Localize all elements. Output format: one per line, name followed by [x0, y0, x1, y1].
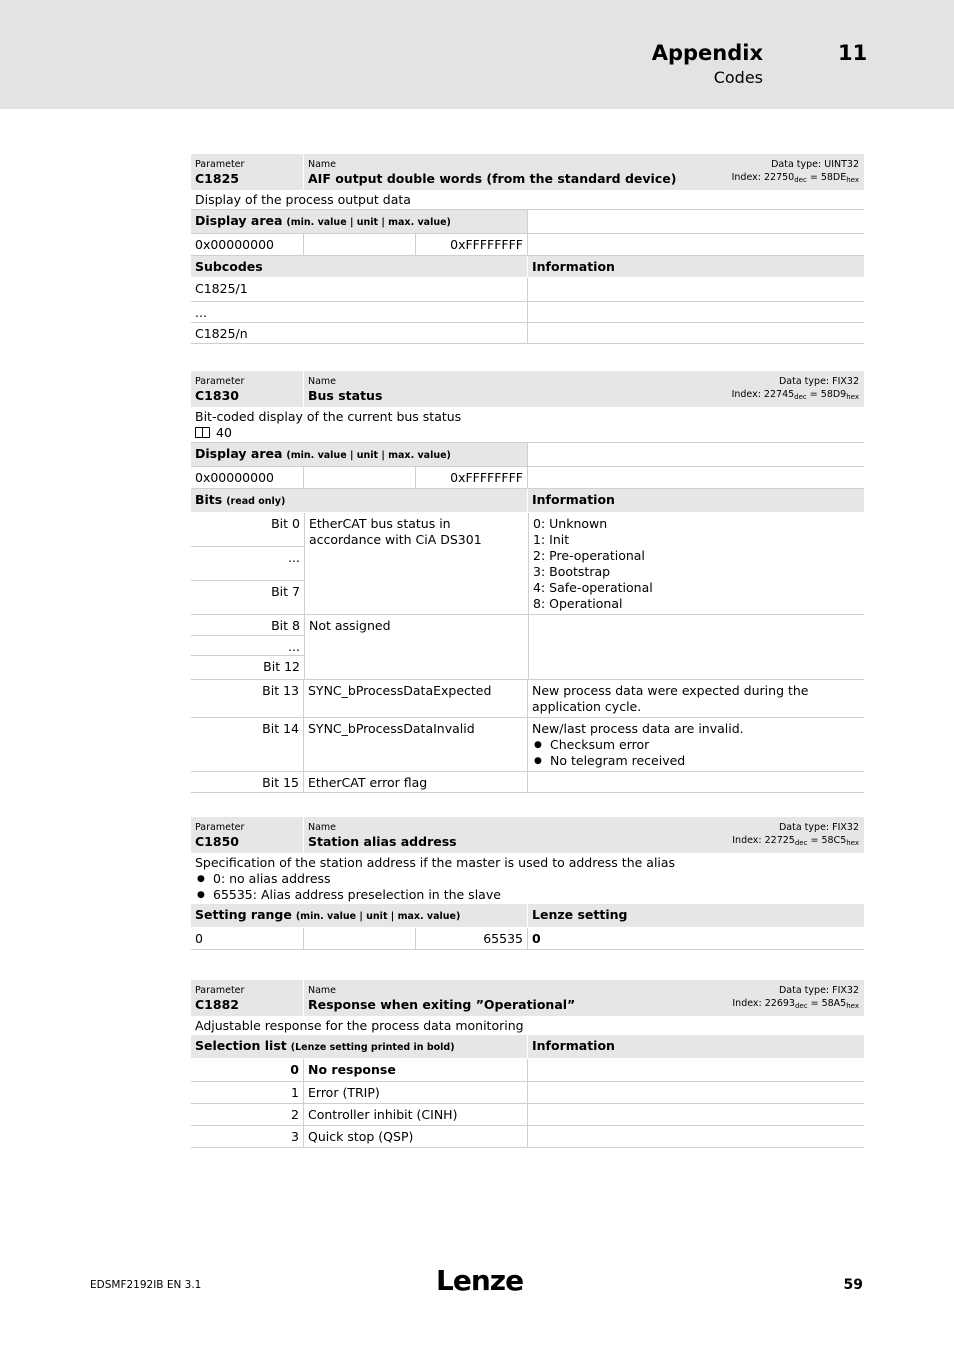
param-code: C1825 — [195, 171, 239, 186]
list-item: 3 Quick stop (QSP) — [191, 1126, 864, 1148]
data-type: Data type: FIX32 Index: $22725_{dec} = 58C5_{hex}$ — [732, 822, 859, 847]
param-table-c1882: Parameter C1882 Name Response when exiting ”Operational” Data type: FIX32 Index: $22693_{dec} = 58A5_{hex}$ Adjustable response for the process data monitoring Selection list (Lenze setting printed in bold) Information 0 No response 1 Error (TRIP) 2 Controller inhibit (CINH) 3 Quick stop (QSP) — [191, 980, 864, 1148]
data-type: Data type: UINT32 Index: $22750_{dec} = 58DE_{hex}$ — [731, 159, 859, 184]
param-code: C1882 — [195, 997, 239, 1012]
param-code: C1850 — [195, 834, 239, 849]
data-type: Data type: FIX32 Index: $22693_{dec} = 58A5_{hex}$ — [732, 985, 859, 1010]
param-description: Specification of the station address if the master is used to address the alias ● 0: no alias address ● 65535: Alias address preselection in the slave — [191, 853, 864, 904]
param-description: Adjustable response for the process data monitoring — [195, 1018, 524, 1033]
param-code: C1830 — [195, 388, 239, 403]
param-header: Parameter C1850 Name Station alias address Data type: FIX32 Index: $22725_{dec} = 58C5_{hex}$ — [191, 817, 864, 853]
chapter-number: 11 — [838, 41, 868, 65]
param-table-c1830: Parameter C1830 Name Bus status Data type: FIX32 Index: $22745_{dec} = 58D9_{hex}$ Bit-coded display of the current bus status 40 Display area (min. value | unit | max. value) 0x00000000 0xFFFFFFFF Bits (read only) Information Bit 0 ... Bit 7 EtherCAT bus status in accordance with CiA DS301 0: Unknown 1: Init 2: Pre-operational 3: Bootstrap 4: Safe-operational 8: Operational Bit 8 ... Bit 12 Not assigned Bit 13 SYNC_bProcessDataExpected New process data were expected during the application cycle. Bit 14 SYNC_bProcessDataInvalid New/last process data are invalid. ● Checksum error ● No telegram received Bit 15 EtherCAT error flag — [191, 371, 864, 793]
table-row: C1825/n — [191, 323, 864, 344]
display-area-row: 0x00000000 0xFFFFFFFF — [191, 234, 864, 256]
page-header — [0, 0, 954, 109]
document-id: EDSMF2192IB EN 3.1 — [90, 1279, 202, 1291]
table-row: ... — [191, 302, 864, 323]
table-row: Bit 8 ... Bit 12 Not assigned — [191, 615, 864, 680]
param-name: Station alias address — [308, 834, 457, 849]
param-header: Parameter C1882 Name Response when exiting ”Operational” Data type: FIX32 Index: $22693_{dec} = 58A5_{hex}$ — [191, 980, 864, 1016]
lenze-logo: Lenze — [436, 1264, 524, 1297]
setting-range-row: 0 65535 0 — [191, 928, 864, 950]
param-name: AIF output double words (from the standard device) — [308, 171, 677, 186]
book-icon — [195, 427, 210, 438]
param-description: Bit-coded display of the current bus status 40 — [191, 407, 864, 443]
table-row: Bit 13 SYNC_bProcessDataExpected New process data were expected during the application cycle. — [191, 680, 864, 718]
param-header: Parameter C1830 Name Bus status Data type: FIX32 Index: $22745_{dec} = 58D9_{hex}$ — [191, 371, 864, 407]
param-name: Bus status — [308, 388, 383, 403]
table-row: Bit 14 SYNC_bProcessDataInvalid New/last process data are invalid. ● Checksum error ● No telegram received — [191, 718, 864, 772]
page-number: 59 — [843, 1277, 863, 1293]
param-table-c1850: Parameter C1850 Name Station alias address Data type: FIX32 Index: $22725_{dec} = 58C5_{hex}$ Specification of the station address if the master is used to address the alias ● 0: no alias address ● 65535: Alias address preselection in the slave Setting range (min. value | unit | max. value) Lenze setting 0 65535 0 — [191, 817, 864, 950]
chapter-subtitle: Codes — [713, 68, 763, 87]
param-name: Response when exiting ”Operational” — [308, 997, 576, 1012]
chapter-title: Appendix — [651, 41, 763, 65]
param-header: Parameter C1825 Name AIF output double words (from the standard device) Data type: UINT32 Index: $22750_{dec} = 58DE_{hex}$ — [191, 154, 864, 190]
display-area-row: 0x00000000 0xFFFFFFFF — [191, 467, 864, 489]
param-description: Display of the process output data — [191, 190, 864, 210]
page-reference[interactable]: 40 — [216, 425, 232, 440]
list-item: 1 Error (TRIP) — [191, 1082, 864, 1104]
table-row: Bit 15 EtherCAT error flag — [191, 772, 864, 793]
table-row: Bit 0 ... Bit 7 EtherCAT bus status in accordance with CiA DS301 0: Unknown 1: Init 2: Pre-operational 3: Bootstrap 4: Safe-operational 8: Operational — [191, 513, 864, 615]
table-row: C1825/1 — [191, 278, 864, 302]
list-item: 2 Controller inhibit (CINH) — [191, 1104, 864, 1126]
list-item: 0 No response — [191, 1059, 864, 1082]
param-table-c1825: Parameter C1825 Name AIF output double words (from the standard device) Data type: UINT32 Index: $22750_{dec} = 58DE_{hex}$ Display of the process output data Display area (min. value | unit | max. value) 0x00000000 0xFFFFFFFF Subcodes Information C1825/1 ... C1825/n — [191, 154, 864, 344]
data-type: Data type: FIX32 Index: $22745_{dec} = 58D9_{hex}$ — [731, 376, 859, 401]
